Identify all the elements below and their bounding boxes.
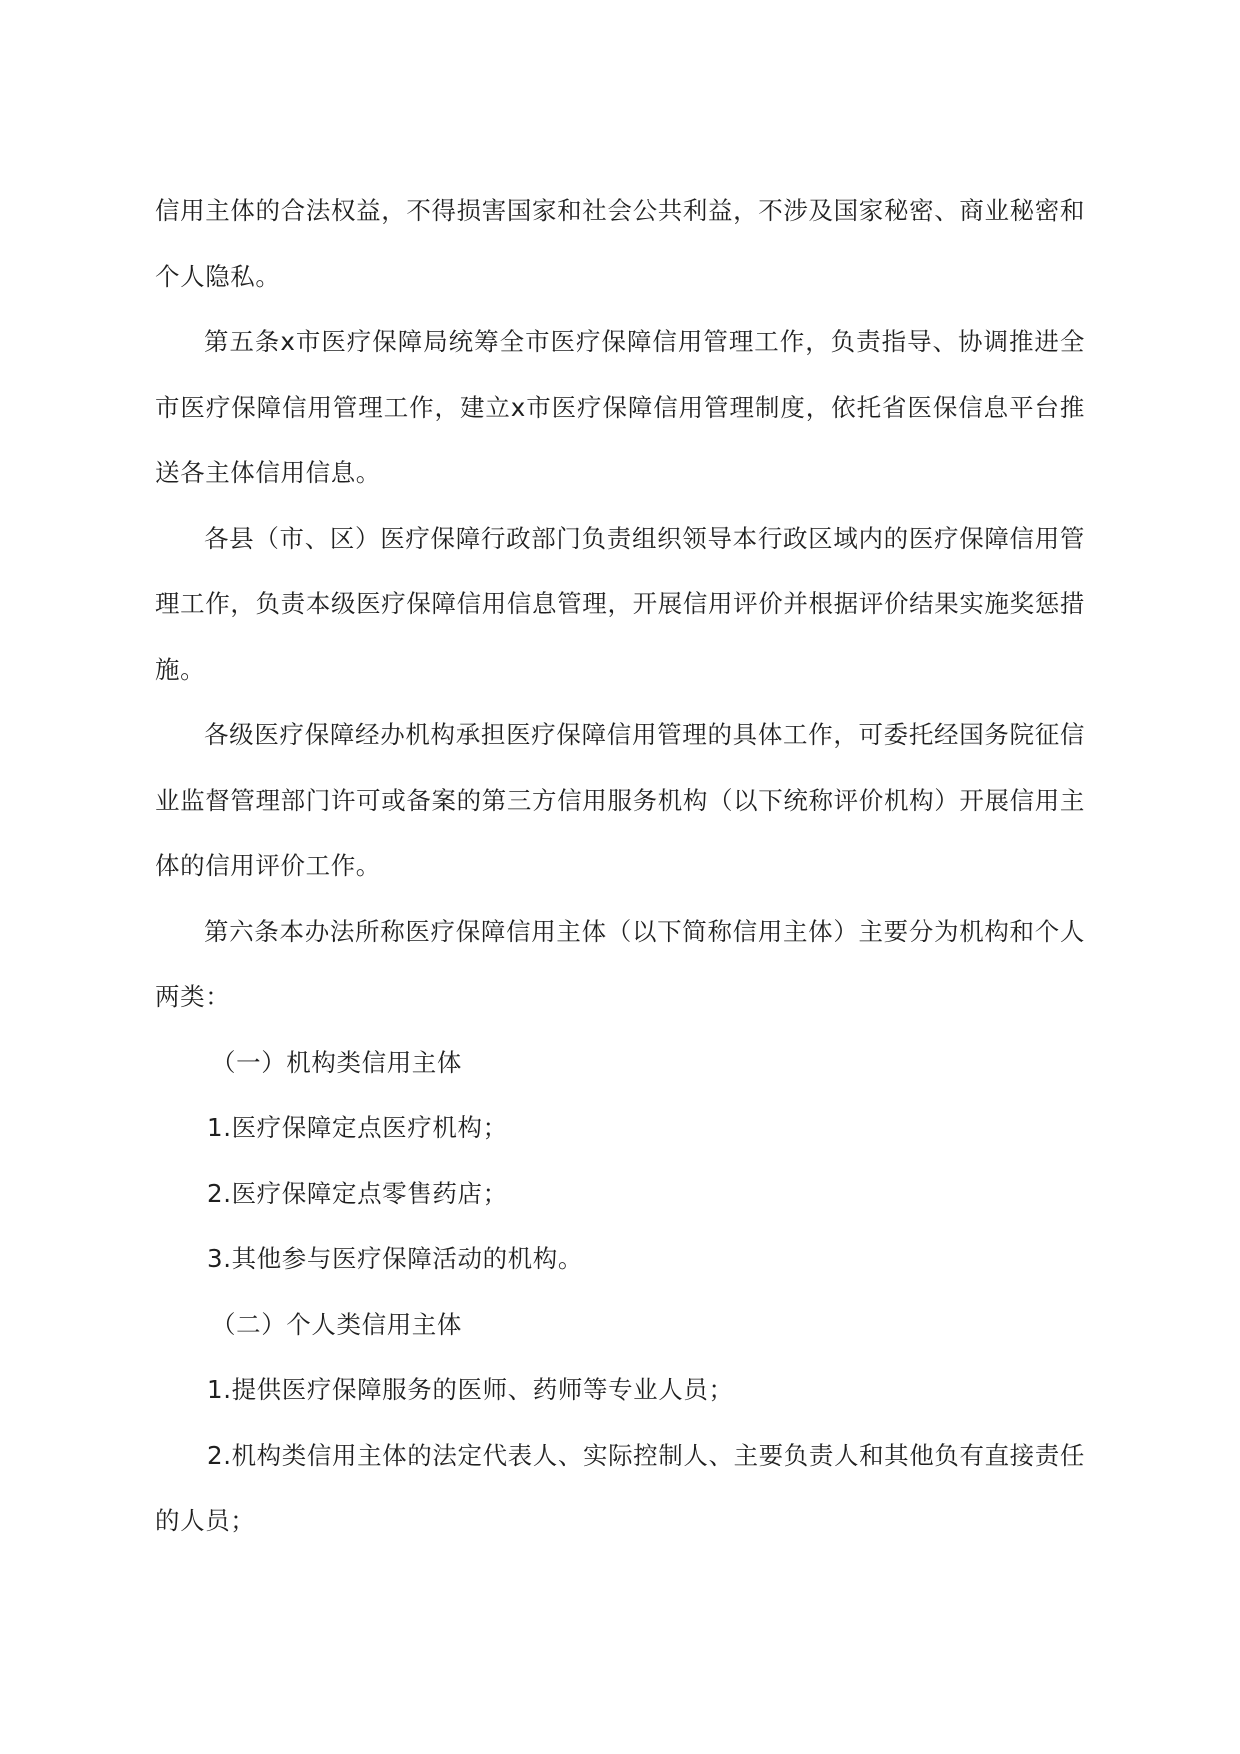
list-item: 2.机构类信用主体的法定代表人、实际控制人、主要负责人和其他负有直接责任的人员； bbox=[155, 1440, 1085, 1535]
list-item: 2.医疗保障定点零售药店； bbox=[207, 1178, 508, 1208]
list-item: 1.提供医疗保障服务的医师、药师等专业人员； bbox=[207, 1375, 734, 1404]
document-page bbox=[155, 178, 1085, 1554]
list-item: 1.医疗保障定点医疗机构； bbox=[207, 1113, 508, 1142]
paragraph-county-departments: 各县（市、区）医疗保障行政部门负责组织领导本行政区域内的医疗保障信用管理工作，负责本级医疗保障信用信息管理，开展信用评价并根据评价结果实施奖惩措施。 bbox=[155, 523, 1085, 684]
paragraph-article-5: 第五条x市医疗保障局统筹全市医疗保障信用管理工作，负责指导、协调推进全市医疗保障信用管理工作，建立x市医疗保障信用管理制度，依托省医保信息平台推送各主体信用信息。 bbox=[155, 327, 1085, 487]
paragraph-legal-rights: 信用主体的合法权益，不得损害国家和社会公共利益，不涉及国家秘密、商业秘密和个人隐私。 bbox=[155, 196, 1085, 291]
list-item: 3.其他参与医疗保障活动的机构。 bbox=[207, 1244, 583, 1273]
heading-individual-subjects: （二）个人类信用主体 bbox=[211, 1309, 462, 1339]
paragraph-article-6: 第六条本办法所称医疗保障信用主体（以下简称信用主体）主要分为机构和个人两类： bbox=[155, 916, 1085, 1011]
paragraph-agencies: 各级医疗保障经办机构承担医疗保障信用管理的具体工作，可委托经国务院征信业监督管理部门许可或备案的第三方信用服务机构（以下统称评价机构）开展信用主体的信用评价工作。 bbox=[155, 720, 1085, 880]
heading-institution-subjects: （一）机构类信用主体 bbox=[211, 1047, 462, 1077]
